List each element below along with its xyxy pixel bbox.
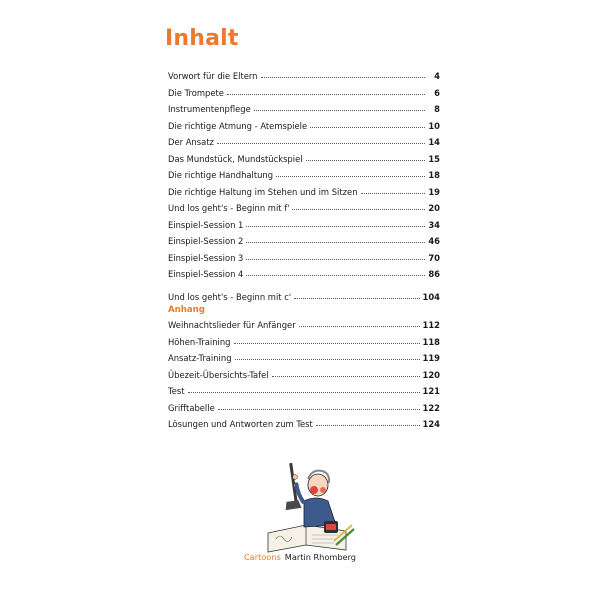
toc-entry[interactable]	[168, 370, 440, 387]
toc-leader-dots	[246, 220, 425, 227]
toc-entry-page: 86	[428, 269, 440, 279]
toc-entry-page: 20	[428, 203, 440, 213]
credit-label: Cartoons	[243, 552, 281, 562]
toc-entry[interactable]	[168, 386, 440, 403]
toc-entry-title: Einspiel-Session 4	[168, 269, 244, 279]
toc-entry-page: 10	[428, 120, 440, 131]
toc-main-list	[168, 71, 440, 308]
toc-entry-page: 8	[434, 104, 440, 114]
toc-entry-title: Vorwort für die Eltern	[168, 71, 258, 81]
toc-entry[interactable]	[168, 353, 440, 370]
toc-leader-dots	[218, 403, 420, 410]
toc-entry[interactable]	[168, 419, 440, 436]
toc-leader-dots	[261, 71, 426, 78]
appendix-heading: Anhang	[168, 305, 205, 315]
toc-entry-title: Höhen-Training	[168, 336, 231, 347]
toc-entry-page: 119	[422, 353, 440, 363]
toc-entry-page: 120	[422, 369, 440, 380]
toc-entry[interactable]	[168, 121, 440, 138]
toc-leader-dots	[217, 137, 425, 144]
toc-entry[interactable]	[168, 187, 440, 204]
toc-leader-dots	[235, 353, 420, 360]
toc-leader-dots	[299, 320, 420, 327]
toc-entry[interactable]	[168, 403, 440, 420]
toc-entry-title: Einspiel-Session 2	[168, 236, 244, 246]
toc-leader-dots	[272, 370, 420, 377]
toc-leader-dots	[246, 253, 425, 260]
toc-leader-dots	[361, 187, 425, 194]
toc-leader-dots	[292, 203, 425, 210]
toc-leader-dots	[254, 104, 425, 111]
toc-entry-title: Die Trompete	[168, 87, 224, 98]
toc-entry-title: Einspiel-Session 3	[168, 252, 244, 263]
toc-entry-title: Und los geht's - Beginn mit f'	[168, 203, 290, 213]
toc-appendix-list	[168, 320, 440, 436]
toc-entry-page: 6	[434, 87, 440, 98]
toc-entry[interactable]	[168, 320, 440, 337]
toc-entry[interactable]	[168, 220, 440, 237]
toc-entry-title: Übezeit-Übersichts-Tafel	[168, 369, 269, 380]
toc-entry-title: Die richtige Atmung - Atemspiele	[168, 120, 308, 131]
toc-entry[interactable]	[168, 269, 440, 286]
trumpeter-cartoon-illustration	[254, 455, 358, 555]
toc-leader-dots	[310, 121, 425, 128]
toc-entry[interactable]	[168, 170, 440, 187]
toc-entry-page: 104	[422, 291, 440, 302]
toc-entry-page: 118	[422, 336, 440, 347]
toc-entry-page: 46	[428, 236, 440, 246]
toc-leader-dots	[246, 269, 425, 276]
toc-entry-title: Weihnachtslieder für Anfänger	[168, 320, 296, 330]
page-title: Inhalt	[165, 26, 239, 51]
toc-entry-title: Grifftabelle	[168, 402, 215, 413]
toc-leader-dots	[306, 154, 425, 161]
toc-leader-dots	[316, 419, 420, 426]
toc-entry-page: 18	[428, 170, 440, 180]
toc-entry-title: Der Ansatz	[168, 137, 214, 147]
toc-entry-page: 124	[422, 419, 440, 429]
toc-entry[interactable]	[168, 203, 440, 220]
toc-entry-page: 19	[428, 186, 440, 197]
toc-entry-page: 34	[428, 219, 440, 230]
toc-entry[interactable]	[168, 292, 440, 309]
toc-leader-dots	[227, 88, 425, 95]
toc-entry-page: 15	[428, 153, 440, 164]
toc-entry-page: 4	[434, 71, 440, 81]
toc-entry-title: Instrumentenpflege	[168, 104, 251, 114]
toc-entry-page: 70	[428, 252, 440, 263]
credit-name: Martin Rhomberg	[284, 552, 357, 562]
toc-entry-page: 112	[422, 320, 440, 330]
toc-entry[interactable]	[168, 71, 440, 88]
toc-entry-page: 14	[428, 137, 440, 147]
toc-entry-page: 121	[422, 386, 440, 396]
toc-leader-dots	[234, 337, 420, 344]
toc-entry-title: Lösungen und Antworten zum Test	[168, 419, 313, 429]
toc-entry-title: Die richtige Haltung im Stehen und im Sitzen	[168, 186, 358, 197]
toc-leader-dots	[294, 292, 419, 299]
toc-entry-title: Und los geht's - Beginn mit c'	[168, 291, 292, 302]
toc-entry[interactable]	[168, 137, 440, 154]
toc-entry[interactable]	[168, 154, 440, 171]
toc-leader-dots	[276, 170, 425, 177]
toc-entry-page: 122	[422, 402, 440, 413]
toc-entry-title: Test	[168, 386, 185, 396]
toc-leader-dots	[188, 386, 420, 393]
toc-entry-title: Ansatz-Training	[168, 353, 232, 363]
toc-entry[interactable]	[168, 253, 440, 270]
toc-leader-dots	[246, 236, 425, 243]
cartoon-credit	[0, 552, 600, 562]
toc-entry[interactable]	[168, 88, 440, 105]
toc-entry-title: Einspiel-Session 1	[168, 219, 244, 230]
toc-entry-title: Die richtige Handhaltung	[168, 170, 274, 180]
toc-entry[interactable]	[168, 337, 440, 354]
toc-entry[interactable]	[168, 236, 440, 253]
toc-entry[interactable]	[168, 104, 440, 121]
toc-entry-title: Das Mundstück, Mundstückspiel	[168, 153, 303, 164]
